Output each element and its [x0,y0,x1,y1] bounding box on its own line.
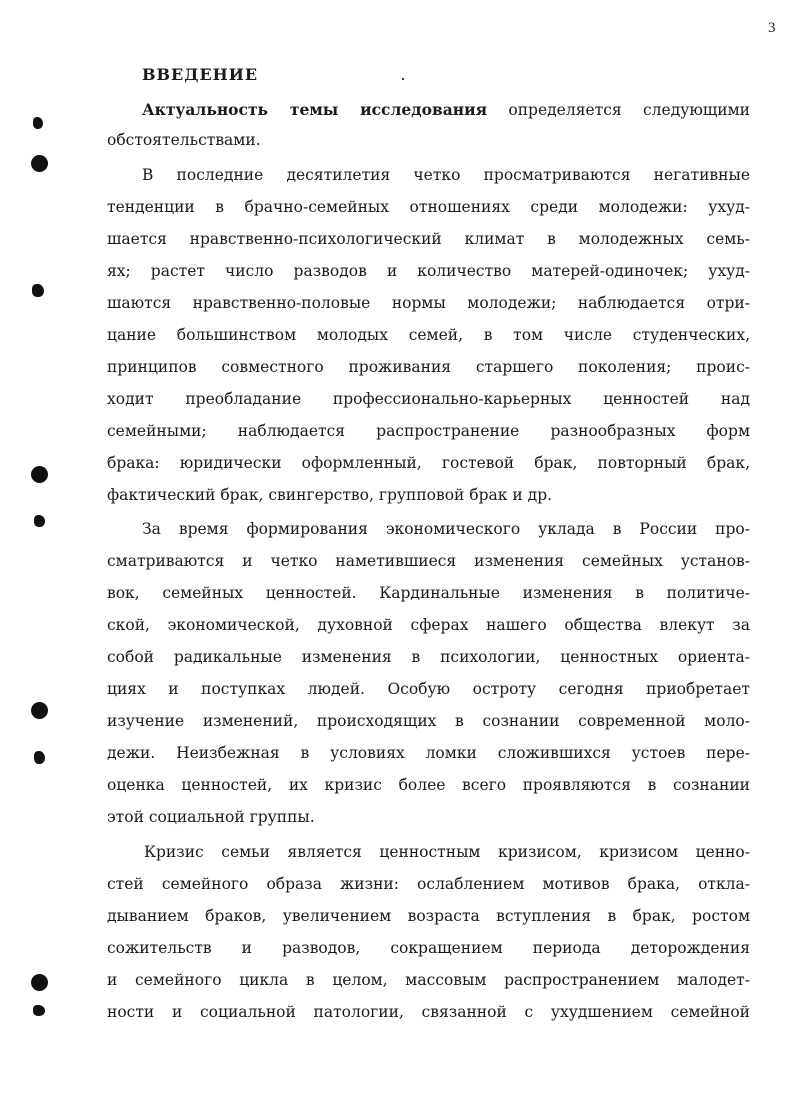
binder-hole-mark [31,702,48,719]
paragraph-2-line-11: фактический брак, свингерство, групповой брак и др. [107,486,553,504]
paragraph-2-line-8: ходит преобладание профессионально-карьерных ценностей над [107,390,750,408]
paragraph-2-line-1: В последние десятилетия четко просматриваются негативные [142,166,750,184]
paragraph-3-line-9: оценка ценностей, их кризис более всего проявляются в сознании [107,776,750,794]
binder-hole-mark [31,466,48,483]
paragraph-3-line-3: вок, семейных ценностей. Кардинальные изменения в политиче- [107,584,750,602]
paragraph-3-line-2: сматриваются и четко наметившиеся изменения семейных установ- [107,552,750,570]
paragraph-2-line-3: шается нравственно-психологический климат в молодежных семь- [107,230,750,248]
paragraph-4-line-4: сожительств и разводов, сокращением периода деторождения [107,939,750,957]
scan-speck [402,78,404,80]
paragraph-4-line-2: стей семейного образа жизни: ослаблением мотивов брака, откла- [107,875,750,893]
paragraph-4-line-1: Кризис семьи является ценностным кризисом, кризисом ценно- [144,843,750,861]
binder-hole-mark [33,1005,45,1016]
paragraph-1-line-2: обстоятельствами. [107,131,261,149]
paragraph-2-line-4: ях; растет число разводов и количество матерей-одиночек; ухуд- [107,262,750,280]
binder-hole-mark [34,751,45,764]
paragraph-2-line-5: шаются нравственно-половые нормы молодежи; наблюдается отри- [107,294,750,312]
binder-hole-mark [33,117,43,129]
paragraph-3-line-5: собой радикальные изменения в психологии, ценностных ориента- [107,648,750,666]
binder-hole-mark [31,155,48,172]
paragraph-3-line-6: циях и поступках людей. Особую остроту сегодня приобретает [107,680,750,698]
binder-hole-mark [31,974,48,991]
paragraph-3-line-1: За время формирования экономического уклада в России про- [142,520,750,538]
line-text: определяется следующими [487,101,750,119]
binder-hole-mark [32,284,44,297]
paragraph-1-line-1 [142,100,750,120]
bold-topic-phrase: Актуальность темы исследования [142,100,488,119]
paragraph-3-line-7: изучение изменений, происходящих в сознании современной моло- [107,712,750,730]
binder-hole-mark [34,515,45,527]
paragraph-2-line-10: брака: юридически оформленный, гостевой брак, повторный брак, [107,454,750,472]
page-number: 3 [768,20,776,36]
paragraph-3-line-8: дежи. Неизбежная в условиях ломки сложившихся устоев пере- [107,744,750,762]
paragraph-4-line-6: ности и социальной патологии, связанной с ухудшением семейной [107,1003,750,1021]
paragraph-2-line-9: семейными; наблюдается распространение разнообразных форм [107,422,750,440]
paragraph-2-line-7: принципов совместного проживания старшего поколения; проис- [107,358,750,376]
paragraph-3-line-4: ской, экономической, духовной сферах нашего общества влекут за [107,616,750,634]
paragraph-4-line-5: и семейного цикла в целом, массовым распространением малодет- [107,971,750,989]
paragraph-4-line-3: дыванием браков, увеличением возраста вступления в брак, ростом [107,907,750,925]
paragraph-2-line-6: цание большинством молодых семей, в том числе студенческих, [107,326,750,344]
page-heading: ВВЕДЕНИЕ [142,65,259,84]
paragraph-2-line-2: тенденции в брачно-семейных отношениях среди молодежи: ухуд- [107,198,750,216]
paragraph-3-line-10: этой социальной группы. [107,808,315,826]
